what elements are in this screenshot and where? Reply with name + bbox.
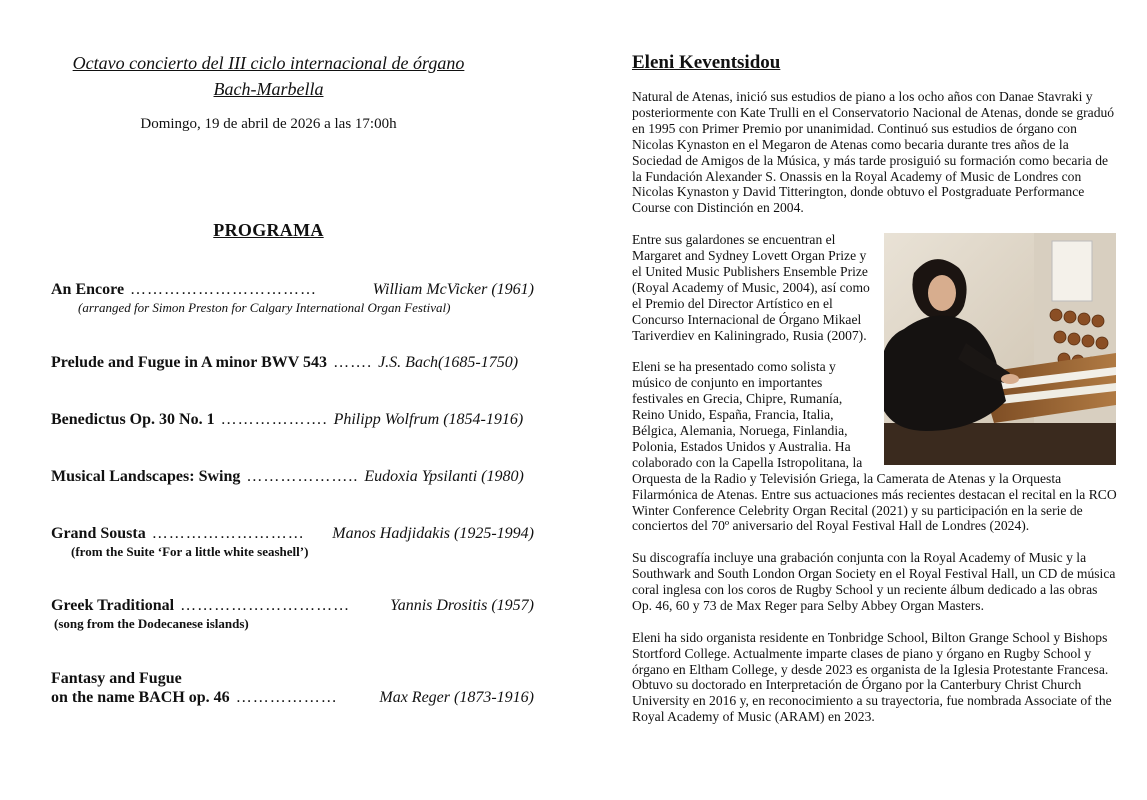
performer-name: Eleni Keventsidou — [632, 52, 781, 73]
piece-title: on the name BACH op. 46 — [51, 689, 230, 706]
program-piece — [51, 353, 534, 372]
program-page — [0, 0, 573, 800]
biography-text — [632, 89, 1117, 741]
leader-dots: ……. — [333, 354, 373, 371]
piece-composer: Max Reger (1873-1916) — [379, 689, 534, 706]
piece-note: (arranged for Simon Preston for Calgary International Organ Festival) — [78, 300, 451, 315]
bio-paragraph: Natural de Atenas, inició sus estudios de piano a los ocho años con Danae Stavraki y posteriormente con Kate Trulli en el Conservatorio Nacional de Atenas, donde se graduó en 1995 con Primer Premio por unanimidad. Continuó sus estudios de órgano con Nicolas Kynaston en el Megaron de Atenas como becaria durante tres años de la Sociedad de Amigos de la Música, y más tarde prosiguió su formación como becaria de la Fundación Alexander S. Onassis en la Royal Academy of Music de Londres con Nicolas Kynaston y David Titterington, donde obtuvo el Postgraduate Performance Course con Distinción en 2004. — [632, 89, 1115, 216]
bio-paragraph: Eleni se ha presentado como solista y músico de conjunto en importantes festivales en Grecia, Chipre, Rumanía, Reino Unido, España, Francia, Italia, Bélgica, Alemania, Noruega, Finlandia, Polonia, Estados Unidos y Australia. Ha colaborado con la Capella Istropolitana, la Orquesta de la Radio y Televisión Griega, la Camerata de Atenas y la Orquesta Filarmónica de Atenas. Entre sus actuaciones más recientes destacan el recital en la RCO Winter Conference Celebrity Organ Recital (2021) y su participación en la serie de conciertos del 70º aniversario del Royal Festival Hall de Londres (2024). — [632, 359, 1117, 534]
program-heading: PROGRAMA — [213, 220, 324, 240]
bio-paragraph: Su discografía incluye una grabación conjunta con la Royal Academy of Music y la Southwark and South London Organ Society en el Royal Festival Hall, un CD de música coral inglesa con los coros de Rugby School y un reciente álbum dedicado a las obras Op. 46, 60 y 73 de Max Reger para Selby Abbey Organ Masters. — [632, 550, 1116, 613]
bio-paragraph: Eleni ha sido organista residente en Tonbridge School, Bilton Grange School y Bishops Stortford College. Actualmente imparte clases de piano y órgano en Rugby School y órgano en Eltham College, y desde 2023 es organista de la Iglesia Protestante Francesa. Obtuvo su doctorado en Interpretación de Órgano por la Canterbury Christ Church University en 2016 y, en reconocimiento a su trayectoria, fue nombrada Associate of the Royal Academy of Music (ARAM) en 2023. — [632, 629, 1112, 725]
piece-composer: Yannis Drositis (1957) — [390, 597, 534, 614]
piece-note: (from the Suite ‘For a little white seashell’) — [71, 544, 309, 559]
leader-dots: ……………….. — [246, 468, 359, 485]
piece-note: (song from the Dodecanese islands) — [54, 616, 249, 631]
concert-title-line1: Octavo concierto del III ciclo internacional de órgano — [72, 53, 465, 73]
program-piece — [51, 280, 534, 316]
program-piece — [51, 669, 534, 707]
program-piece — [51, 596, 534, 632]
leader-dots: ……………… — [235, 689, 338, 706]
piece-title: Grand Sousta — [51, 525, 146, 542]
bio-paragraph: Entre sus galardones se encuentran el Margaret and Sydney Lovett Organ Prize y el United Music Publishers Ensemble Prize (Royal Academy of Music, 2004), así como el Premio del Director Artístico en el Concurso Internacional de Órgano Mikael Tariverdiev en Kaliningrado, Rusia (2007). — [632, 232, 870, 343]
leader-dots: ………………. — [220, 411, 328, 428]
piece-title-line1: Fantasy and Fugue — [51, 670, 182, 687]
piece-composer: Philipp Wolfrum (1854-1916) — [333, 411, 524, 428]
piece-composer: Manos Hadjidakis (1925-1994) — [332, 525, 534, 542]
piece-title: Greek Traditional — [51, 597, 175, 614]
biography-page — [573, 0, 1147, 800]
concert-title — [50, 50, 487, 102]
organist-photo-image — [884, 233, 1116, 465]
program-piece — [51, 410, 534, 429]
concert-date: Domingo, 19 de abril de 2026 a las 17:00h — [140, 116, 397, 132]
leader-dots: …………………………… — [130, 281, 318, 298]
program-piece — [51, 524, 534, 560]
piece-title: Prelude and Fugue in A minor BWV 543 — [51, 354, 328, 371]
piece-composer: J.S. Bach(1685-1750) — [378, 354, 519, 371]
concert-title-line2: Bach-Marbella — [213, 79, 324, 99]
piece-composer: William McVicker (1961) — [372, 281, 534, 298]
leader-dots: ……………………… — [151, 525, 305, 542]
piece-title: Musical Landscapes: Swing — [51, 468, 241, 485]
leader-dots: ………………………… — [180, 597, 351, 614]
program-piece — [51, 467, 534, 486]
organist-photo — [884, 233, 1116, 465]
piece-composer: Eudoxia Ypsilanti (1980) — [364, 468, 524, 485]
piece-title: An Encore — [51, 281, 125, 298]
piece-title: Benedictus Op. 30 No. 1 — [51, 411, 215, 428]
